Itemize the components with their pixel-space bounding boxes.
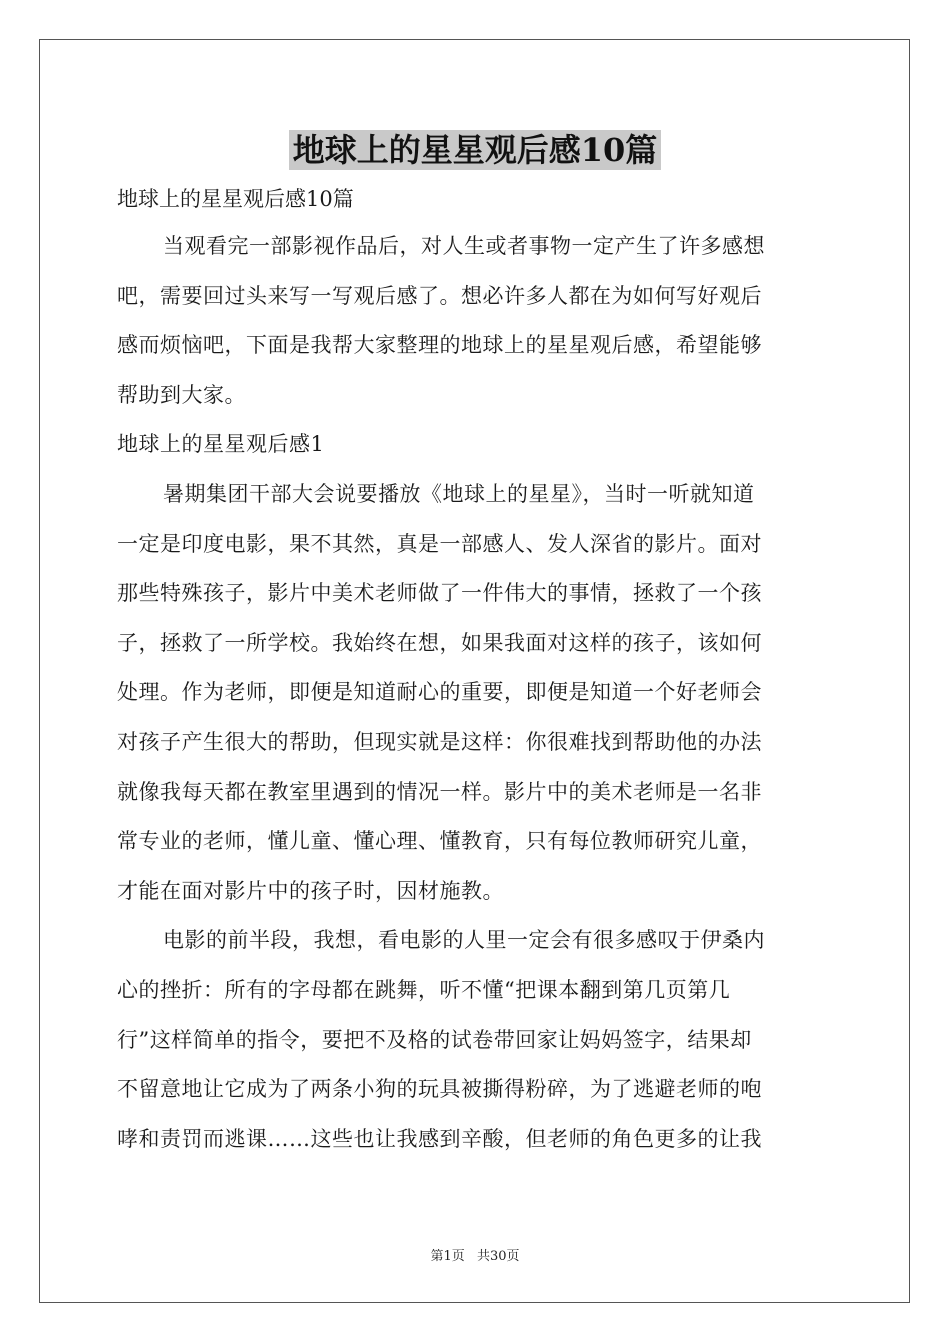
page-number: 第1页 — [430, 1249, 465, 1264]
section-heading: 地球上的星星观后感1 — [117, 432, 325, 457]
paragraph-line: 常专业的老师，懂儿童、懂心理、懂教育，只有每位教师研究儿童， — [117, 829, 762, 854]
paragraph-line: 不留意地让它成为了两条小狗的玩具被撕得粉碎，为了逃避老师的咆 — [117, 1077, 762, 1102]
paragraph-line: 电影的前半段，我想，看电影的人里一定会有很多感叹于伊桑内 — [163, 928, 765, 953]
document-title: 地球上的星星观后感10篇 — [289, 130, 662, 170]
title-wrap — [0, 130, 950, 170]
page-footer — [0, 1245, 950, 1264]
intro-line: 帮助到大家。 — [117, 382, 246, 407]
paragraph-line: 才能在面对影片中的孩子时，因材施教。 — [117, 878, 504, 903]
paragraph-line: 对孩子产生很大的帮助，但现实就是这样：你很难找到帮助他的办法 — [117, 729, 762, 754]
paragraph-line: 处理。作为老师，即便是知道耐心的重要，即便是知道一个好老师会 — [117, 680, 762, 705]
paragraph-line: 心的挫折：所有的字母都在跳舞，听不懂“把课本翻到第几页第几 — [117, 977, 731, 1002]
intro-line: 感而烦恼吧，下面是我帮大家整理的地球上的星星观后感，希望能够 — [117, 333, 762, 358]
intro-line: 吧，需要回过头来写一写观后感了。想必许多人都在为如何写好观后 — [117, 283, 762, 308]
paragraph-line: 暑期集团干部大会说要播放《地球上的星星》，当时一听就知道 — [163, 481, 755, 506]
intro-line: 当观看完一部影视作品后，对人生或者事物一定产生了许多感想 — [163, 234, 765, 258]
paragraph-line: 那些特殊孩子，影片中美术老师做了一件伟大的事情，拯救了一个孩 — [117, 581, 762, 606]
document-subtitle: 地球上的星星观后感10篇 — [117, 187, 354, 211]
paragraph-line: 子，拯救了一所学校。我始终在想，如果我面对这样的孩子，该如何 — [117, 630, 762, 655]
paragraph-line: 就像我每天都在教室里遇到的情况一样。影片中的美术老师是一名非 — [117, 779, 762, 804]
paragraph-line: 行”这样简单的指令，要把不及格的试卷带回家让妈妈签字，结果却 — [117, 1027, 752, 1052]
paragraph-line: 哮和责罚而逃课……这些也让我感到辛酸，但老师的角色更多的让我 — [117, 1126, 762, 1151]
document-body — [117, 176, 833, 1164]
paragraph-line: 一定是印度电影，果不其然，真是一部感人、发人深省的影片。面对 — [117, 531, 762, 556]
page-total: 共30页 — [476, 1249, 520, 1264]
